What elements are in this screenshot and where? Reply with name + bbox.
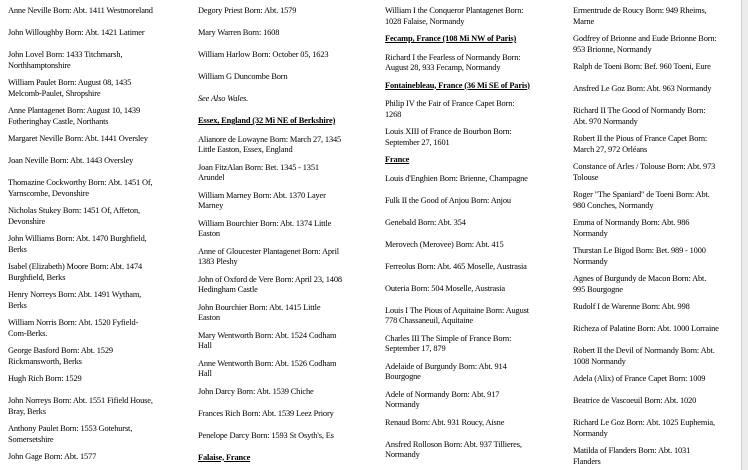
- entry-line: Merovech (Merovee) Born: Abt. 415: [385, 239, 504, 249]
- entry-line: Anne Wentworth Born: Abt. 1526 Codham: [198, 358, 337, 368]
- person-entry: [8, 78, 190, 99]
- entry-line: William Bourchier Born: Abt. 1374 Little: [198, 218, 332, 228]
- entry-line: Frances Rich Born: Abt. 1539 Leez Priory: [198, 408, 334, 418]
- person-entry: [8, 178, 190, 199]
- person-entry: [198, 50, 381, 61]
- entry-line: Alianore de Lowayne Born: March 27, 1345: [198, 134, 342, 144]
- entry-line: John Williams Born: Abt. 1470 Burghfield,: [8, 234, 147, 243]
- entry-line: Flanders: [573, 456, 601, 466]
- entry-line: Adele of Normandy Born: Abt. 917: [385, 389, 500, 399]
- entry-line: Penelope Darcy Born: 1593 St Osyth's, Es: [198, 430, 334, 440]
- person-entry: [573, 446, 741, 467]
- entry-line: Falaise, France: [198, 452, 251, 462]
- entry-line: Com-Berks.: [8, 328, 48, 338]
- entry-line: Essex, England (32 Mi NE of Berkshire): [198, 116, 336, 125]
- entry-line: Joan Neville Born: Abt. 1443 Oversley: [8, 156, 134, 165]
- entry-line: Henry Norreys Born: Abt. 1491 Wytham,: [8, 290, 142, 299]
- person-entry: [573, 34, 741, 55]
- entry-line: John of Oxford de Vere Born: April 23, 1408: [198, 274, 342, 284]
- entry-line: Burghfield, Berks: [8, 272, 66, 282]
- entry-line: Easton: [198, 313, 220, 322]
- person-entry: [385, 53, 569, 74]
- person-entry: [385, 306, 569, 327]
- person-entry: [198, 431, 381, 442]
- entry-line: Anne Plantagenet Born: August 10, 1439: [8, 106, 141, 115]
- person-entry: [573, 346, 741, 367]
- person-entry: [573, 246, 741, 267]
- entry-line: Joan FitzAlan Born: Bet. 1345 - 1351: [198, 162, 319, 172]
- entry-line: Outeria Born: 504 Moselle, Austrasia: [385, 283, 505, 293]
- entry-line: Arundel: [198, 173, 225, 182]
- place-heading: [385, 34, 569, 45]
- entry-line: Anthony Paulet Born: 1553 Gotehurst,: [8, 424, 133, 433]
- entry-line: Melcomb-Paulet, Shropshire: [8, 88, 101, 98]
- entry-line: Hugh Rich Born: 1529: [8, 374, 82, 383]
- entry-line: Easton: [198, 229, 220, 238]
- entry-line: Berks: [8, 300, 27, 310]
- person-entry: [385, 218, 569, 229]
- entry-line: Somersetshire: [8, 434, 54, 444]
- person-entry: [8, 28, 190, 39]
- entry-line: Rudolf I de Warenne Born: Abt. 998: [573, 302, 690, 311]
- entry-line: Robert II the Devil of Normandy Born: Abt.: [573, 346, 715, 355]
- entry-line: 1028 Falaise, Normandy: [385, 16, 465, 26]
- see-also-note: [198, 94, 381, 105]
- entry-line: Normandy: [573, 228, 608, 238]
- entry-line: Yarnscombe, Devonshire: [8, 188, 89, 198]
- person-entry: [573, 324, 741, 335]
- entry-line: John Lovel Born: 1433 Titchmarsh,: [8, 50, 123, 59]
- entry-line: Nicholas Stukey Born: 1451 Of, Affeton,: [8, 206, 140, 215]
- person-entry: [385, 390, 569, 411]
- entry-line: See Also Wales.: [198, 94, 249, 103]
- column-3: [385, 6, 569, 468]
- person-entry: [573, 418, 741, 439]
- entry-line: Fecamp, France (108 Mi NW of Paris): [385, 34, 517, 43]
- person-entry: [385, 174, 569, 185]
- entry-line: 953 Brionne, Normandy: [573, 44, 652, 54]
- entry-line: Adela (Alix) of France Capet Born: 1009: [573, 374, 706, 383]
- entry-line: Richard Le Goz Born: Abt. 1025 Euphemia,: [573, 418, 715, 427]
- entry-line: William Paulet Born: August 08, 1435: [8, 78, 132, 87]
- entry-line: Margaret Neville Born: Abt. 1441 Oversley: [8, 134, 148, 143]
- entry-line: George Basford Born: Abt. 1529: [8, 346, 113, 355]
- place-heading: [385, 155, 569, 166]
- entry-line: Marney: [198, 201, 224, 210]
- entry-line: Northhamptonshire: [8, 60, 71, 70]
- person-entry: [573, 106, 741, 127]
- entry-line: Ralph de Toeni Born: Bef. 960 Toeni, Eure: [573, 62, 711, 71]
- person-entry: [198, 191, 381, 212]
- person-entry: [573, 84, 741, 95]
- entry-line: Thurstan Le Bigod Born: Bet. 989 - 1000: [573, 246, 706, 255]
- entry-line: Adelaide of Burgundy Born: Abt. 914: [385, 361, 507, 371]
- entry-line: Abt. 970 Normandy: [573, 116, 638, 126]
- entry-line: Degory Priest Born: Abt. 1579: [198, 6, 297, 15]
- entry-line: Richard II The Good of Normandy Born:: [573, 106, 706, 115]
- person-entry: [198, 409, 381, 420]
- entry-line: Matilda of Flanders Born: Abt. 1031: [573, 446, 691, 455]
- entry-line: John Willoughby Born: Abt. 1421 Latimer: [8, 28, 145, 37]
- person-entry: [573, 134, 741, 155]
- entry-line: Little Easton, Essex, England: [198, 145, 293, 154]
- person-entry: [8, 206, 190, 227]
- entry-line: Ansfred Rolloson Born: Abt. 937 Tillieres,: [385, 439, 522, 449]
- person-entry: [198, 6, 381, 17]
- person-entry: [573, 396, 741, 407]
- entry-line: Isabel (Elizabeth) Moore Born: Abt. 1474: [8, 262, 143, 271]
- person-entry: [573, 190, 741, 211]
- entry-line: Roger "The Spaniard" de Toeni Born: Abt.: [573, 190, 710, 199]
- person-entry: [198, 331, 381, 352]
- entry-line: Thomazine Cockworthy Born: Abt. 1451 Of,: [8, 178, 153, 187]
- entry-line: Mary Warren Born: 1608: [198, 28, 280, 37]
- entry-line: John Darcy Born: Abt. 1539 Chiche: [198, 386, 314, 396]
- person-entry: [8, 50, 190, 71]
- entry-line: Agnes of Burgundy de Macon Born: Abt.: [573, 274, 707, 283]
- entry-line: John Gage Born: Abt. 1577: [8, 452, 97, 461]
- person-entry: [8, 374, 190, 385]
- person-entry: [8, 234, 190, 255]
- entry-line: Bourgogne: [385, 372, 421, 381]
- entry-line: John Norreys Born: Abt. 1551 Fifield House,: [8, 396, 153, 405]
- entry-line: Beatrice de Vascoeuil Born: Abt. 1020: [573, 396, 697, 405]
- entry-line: Renaud Born: Abt. 931 Roucy, Aisne: [385, 417, 505, 427]
- entry-line: Louis XIII of France de Bourbon Born:: [385, 127, 512, 136]
- entry-line: Emma of Normandy Born: Abt. 986: [573, 218, 690, 227]
- person-entry: [8, 318, 190, 339]
- entry-line: Constance of Arles / Tolouse Born: Abt. 973: [573, 162, 716, 171]
- entry-line: Richeza of Palatine Born: Abt. 1000 Lorraine: [573, 324, 719, 333]
- entry-line: Tolouse: [573, 172, 599, 182]
- person-entry: [8, 396, 190, 417]
- entry-line: Louis d'Enghien Born: Brienne, Champagne: [385, 173, 528, 183]
- entry-line: France: [385, 155, 410, 164]
- person-entry: [385, 99, 569, 120]
- person-entry: [198, 247, 381, 268]
- entry-line: Richard I the Fearless of Normandy Born:: [385, 52, 521, 62]
- entry-line: Fulk II the Good of Anjou Born: Anjou: [385, 195, 511, 205]
- person-entry: [385, 284, 569, 295]
- person-entry: [573, 6, 741, 27]
- entry-line: Mary Wentworth Born: Abt. 1524 Codham: [198, 330, 337, 340]
- entry-line: Normandy: [573, 256, 608, 266]
- entry-line: Marne: [573, 16, 595, 26]
- entry-line: Charles III The Simple of France Born:: [385, 333, 512, 343]
- person-entry: [8, 424, 190, 445]
- entry-line: 1008 Normandy: [573, 356, 626, 366]
- person-entry: [198, 163, 381, 184]
- person-entry: [8, 156, 190, 167]
- entry-line: Fontainebleau, France (36 Mi SE of Paris): [385, 80, 530, 90]
- entry-line: William Norris Born: Abt. 1520 Fyfield-: [8, 318, 139, 327]
- place-heading: [198, 453, 381, 464]
- person-entry: [8, 346, 190, 367]
- person-entry: [385, 127, 569, 148]
- entry-line: Hedingham Castle: [198, 285, 258, 294]
- person-entry: [385, 262, 569, 273]
- person-entry: [385, 240, 569, 251]
- entry-line: 980 Conches, Normandy: [573, 200, 654, 210]
- person-entry: [8, 262, 190, 283]
- person-entry: [198, 135, 381, 156]
- entry-line: Ermentrude de Roucy Born: 949 Rheims,: [573, 6, 707, 15]
- entry-line: Philip IV the Fair of France Capet Born:: [385, 99, 515, 108]
- person-entry: [198, 219, 381, 240]
- person-entry: [198, 387, 381, 398]
- person-entry: [8, 106, 190, 127]
- entry-line: Anne Neville Born: Abt. 1411 Westmoreland: [8, 6, 153, 15]
- person-entry: [573, 62, 741, 73]
- person-entry: [198, 359, 381, 380]
- entry-line: Normandy: [573, 428, 608, 438]
- entry-line: Godfrey of Brionne and Eude Brionne Born:: [573, 34, 717, 43]
- entry-line: 1383 Pleshy: [198, 257, 238, 266]
- entry-line: Louis I The Pious of Aquitaine Born: August: [385, 305, 529, 315]
- entry-line: John Bourchier Born: Abt. 1415 Little: [198, 302, 321, 312]
- person-entry: [385, 362, 569, 383]
- person-entry: [573, 374, 741, 385]
- entry-line: 995 Bourgogne: [573, 284, 623, 294]
- person-entry: [385, 418, 569, 429]
- column-4: [573, 6, 741, 470]
- person-entry: [198, 303, 381, 324]
- entry-line: Ansfred Le Goz Born: Abt. 963 Normandy: [573, 84, 712, 93]
- person-entry: [385, 6, 569, 27]
- person-entry: [573, 274, 741, 295]
- entry-line: Normandy: [385, 400, 420, 409]
- entry-line: Hall: [198, 369, 212, 378]
- person-entry: [8, 452, 190, 463]
- person-entry: [385, 334, 569, 355]
- entry-line: Genebald Born: Abt. 354: [385, 217, 466, 227]
- person-entry: [8, 6, 190, 17]
- vertical-scrollbar[interactable]: [741, 0, 748, 470]
- person-entry: [198, 72, 381, 83]
- person-entry: [573, 218, 741, 239]
- entry-line: September 27, 1601: [385, 137, 450, 147]
- entry-line: William Marney Born: Abt. 1370 Layer: [198, 190, 326, 200]
- person-entry: [8, 290, 190, 311]
- place-heading: [385, 81, 569, 92]
- entry-line: Normandy: [385, 450, 420, 459]
- column-2: [198, 6, 381, 470]
- entry-line: Robert II the Pious of France Capet Born:: [573, 134, 708, 143]
- entry-line: William I the Conqueror Plantagenet Born:: [385, 6, 524, 15]
- entry-line: William Harlow Born: October 05, 1623: [198, 50, 329, 59]
- entry-line: Rickmansworth, Berks: [8, 356, 82, 366]
- entry-line: William G Duncombe Born: [198, 72, 288, 81]
- entry-line: Fotheringhay Castle, Northants: [8, 116, 109, 126]
- entry-line: Hall: [198, 341, 212, 350]
- person-entry: [385, 440, 569, 461]
- entry-line: March 27, 972 Orléans: [573, 144, 648, 154]
- person-entry: [573, 302, 741, 313]
- entry-line: 1268: [385, 109, 402, 119]
- entry-line: Berks: [8, 244, 27, 254]
- person-entry: [573, 162, 741, 183]
- person-entry: [385, 196, 569, 207]
- person-entry: [8, 134, 190, 145]
- entry-line: Ferreolus Born: Abt. 465 Moselle, Austrasia: [385, 261, 527, 271]
- person-entry: [198, 275, 381, 296]
- entry-line: August 28, 933 Fecamp, Normandy: [385, 63, 501, 72]
- entry-line: Bray, Berks: [8, 406, 46, 416]
- person-entry: [198, 28, 381, 39]
- entry-line: 778 Chassaneuil, Aquitaine: [385, 316, 473, 325]
- place-heading: [198, 116, 381, 127]
- entry-line: September 17, 879: [385, 344, 446, 353]
- entry-line: Devonshire: [8, 216, 46, 226]
- entry-line: Anne of Gloucester Plantagenet Born: April: [198, 246, 339, 256]
- column-1: [8, 6, 190, 470]
